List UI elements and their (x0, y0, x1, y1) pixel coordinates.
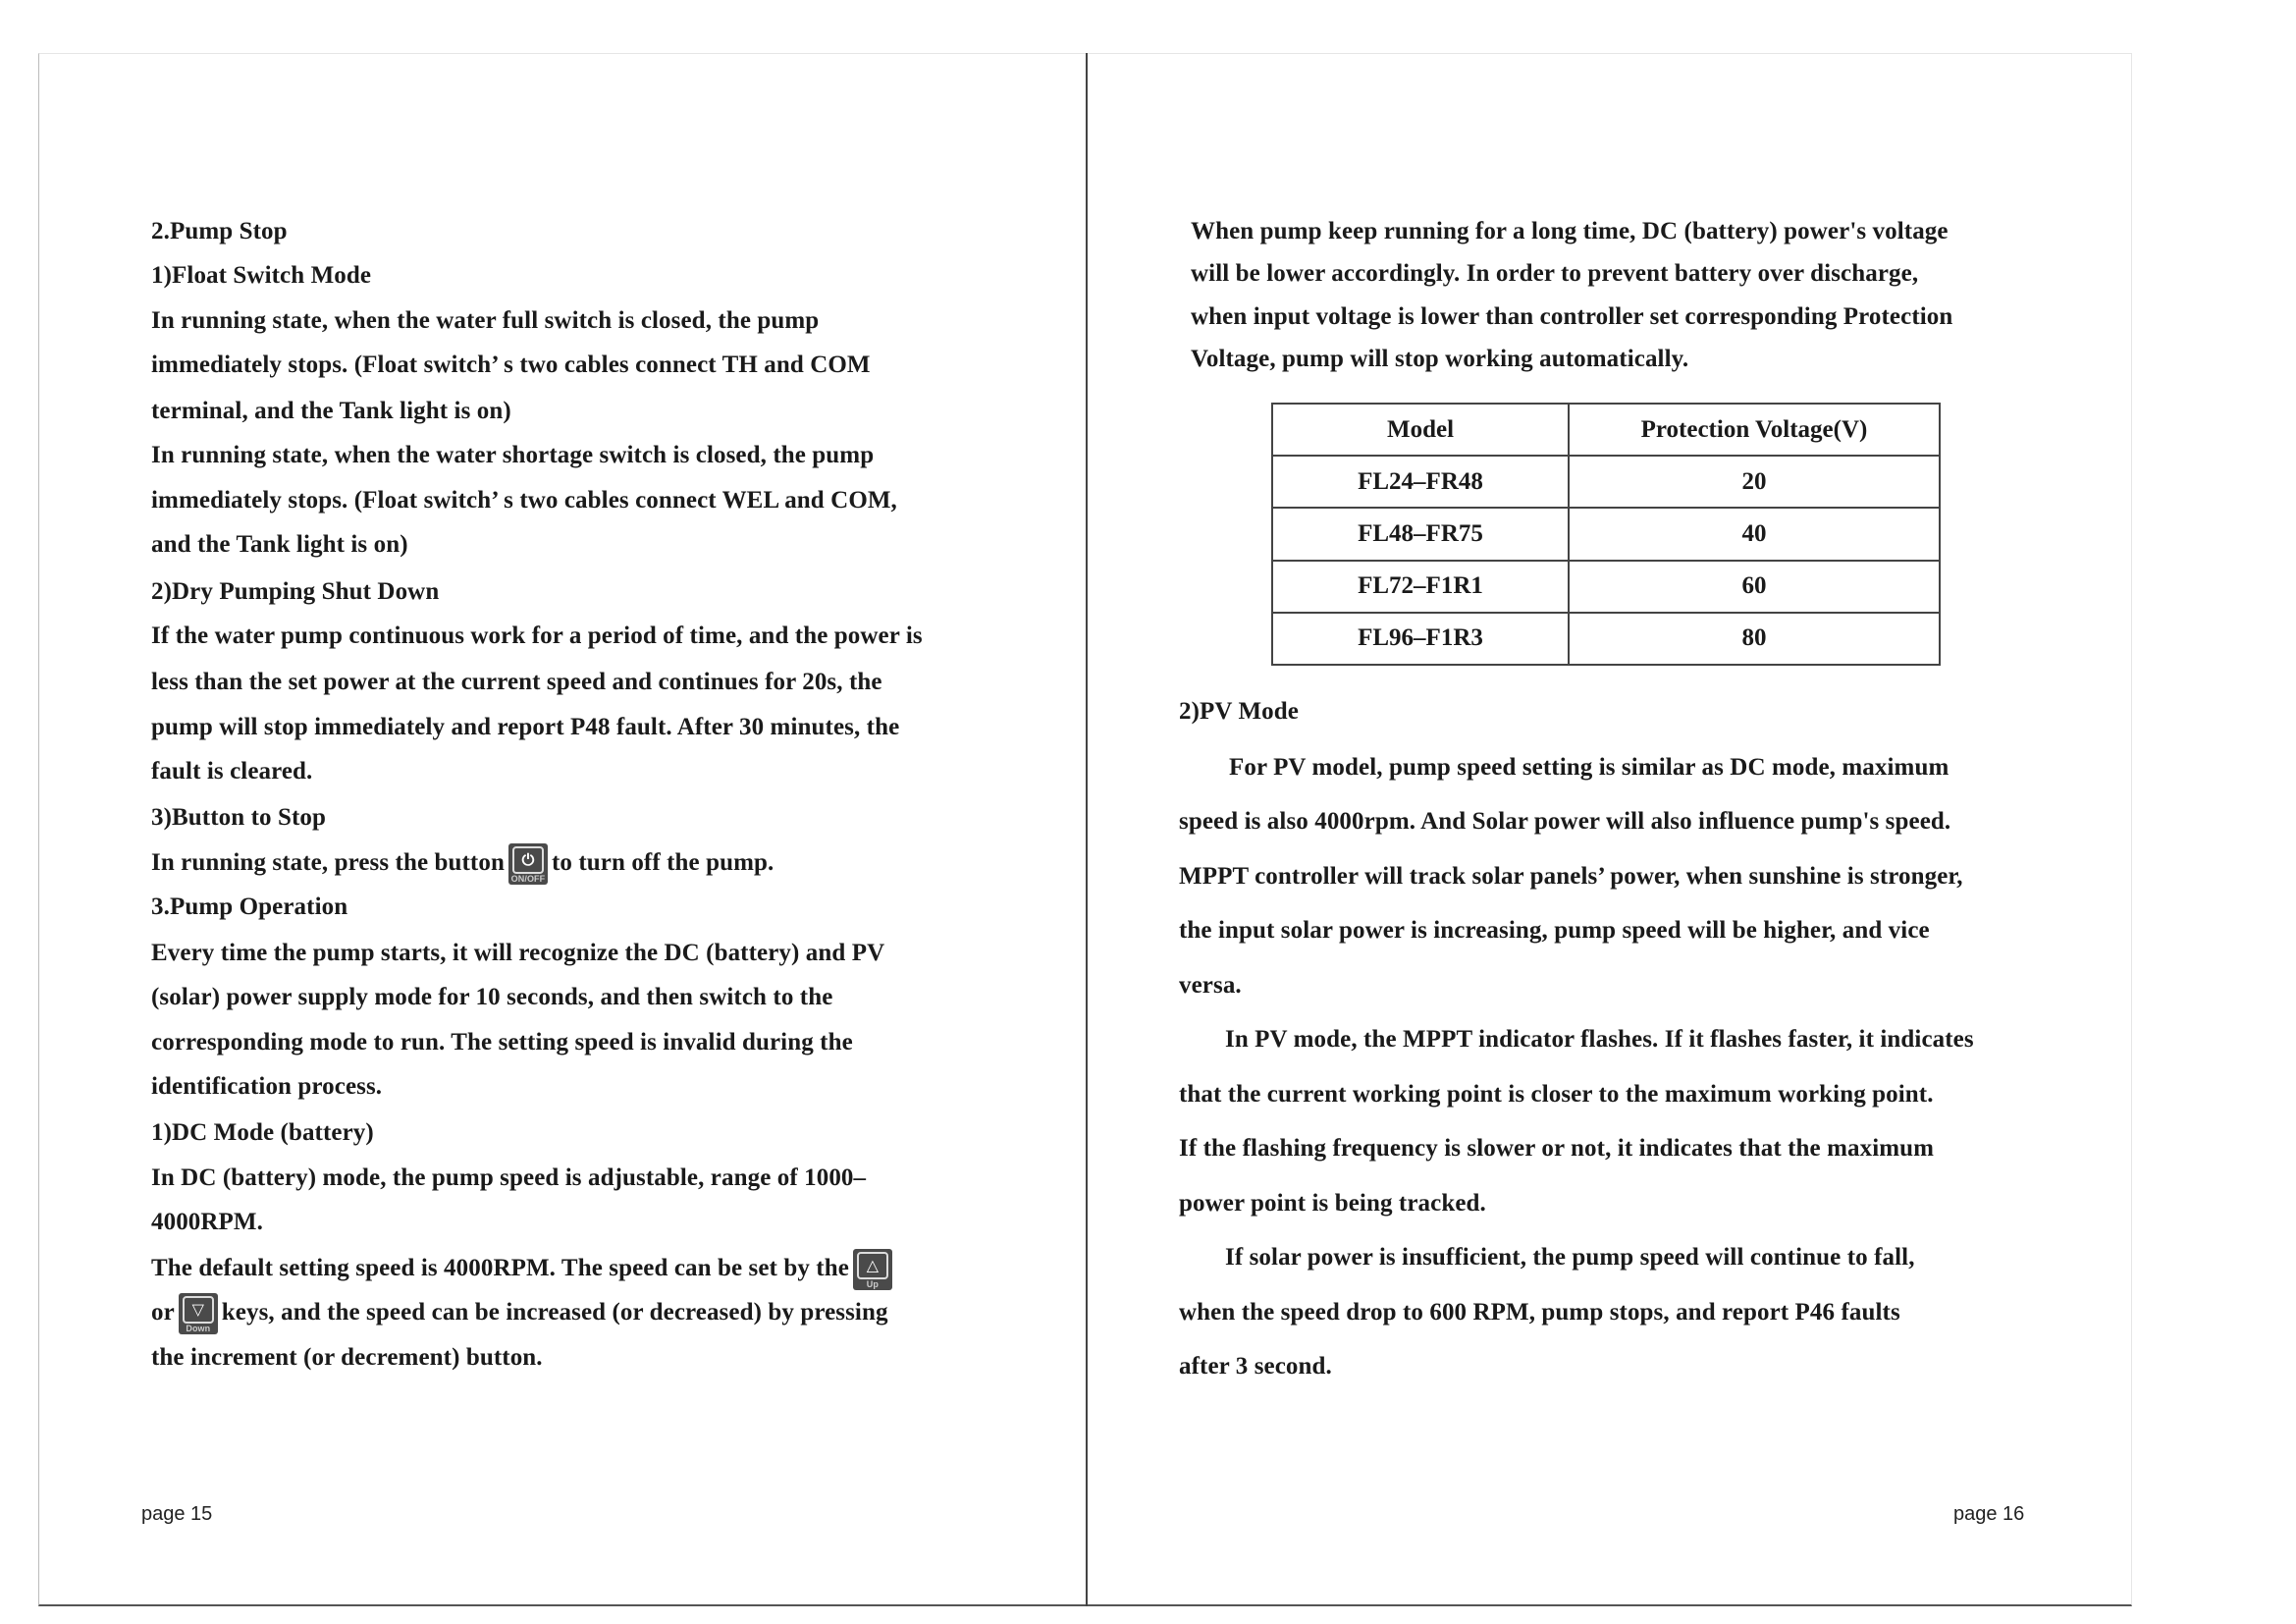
model-cell: FL96–F1R3 (1272, 613, 1569, 665)
model-cell: FL24–FR48 (1272, 456, 1569, 508)
text-line: (solar) power supply mode for 10 seconds, and then switch to the (151, 984, 833, 1010)
text-line: that the current working point is closer to the maximum working point. (1179, 1081, 1934, 1108)
text-line: Voltage, pump will stop working automatically. (1191, 346, 1689, 372)
text-line: when the speed drop to 600 RPM, pump stops, and report P46 faults (1179, 1299, 1900, 1326)
table-row (1272, 561, 1940, 613)
text-line: Every time the pump starts, it will recognize the DC (battery) and PV (151, 940, 885, 966)
text-line: when input voltage is lower than controller set corresponding Protection (1191, 303, 1953, 330)
text-line: identification process. (151, 1073, 383, 1100)
text-line: after 3 second. (1179, 1353, 1332, 1380)
up-key-image (853, 1249, 892, 1290)
text-line: For PV model, pump speed setting is similar as DC mode, maximum (1229, 754, 1949, 781)
text-line: immediately stops. (Float switch’ s two cables connect TH and COM (151, 352, 871, 378)
text: The default setting speed is 4000RPM. The speed can be set by the (151, 1255, 849, 1281)
down-key-image (179, 1293, 218, 1334)
on-off-key-image (508, 843, 548, 885)
column-header-model: Model (1272, 404, 1569, 456)
text-line: If solar power is insufficient, the pump speed will continue to fall, (1225, 1244, 1915, 1271)
subsection-heading: 2)PV Mode (1179, 698, 1299, 725)
text-line: will be lower accordingly. In order to prevent battery over discharge, (1191, 260, 1919, 287)
text-line: If the flashing frequency is slower or not, it indicates that the maximum (1179, 1135, 1935, 1162)
text-line: the input solar power is increasing, pump speed will be higher, and vice (1179, 917, 1930, 944)
text-line: In running state, when the water shortage switch is closed, the pump (151, 442, 875, 468)
section-heading: 2.Pump Stop (151, 218, 288, 244)
model-cell: FL72–F1R1 (1272, 561, 1569, 613)
text-line-with-down-key (151, 1297, 888, 1334)
subsection-heading: 2)Dry Pumping Shut Down (151, 578, 440, 605)
text-line: When pump keep running for a long time, DC (battery) power's voltage (1191, 218, 1949, 244)
text-line: In running state, when the water full switch is closed, the pump (151, 307, 820, 334)
text-line: fault is cleared. (151, 758, 313, 785)
down-triangle-icon: ▽ (183, 1296, 214, 1324)
voltage-cell: 40 (1569, 508, 1940, 560)
text-line: MPPT controller will track solar panels’ power, when sunshine is stronger, (1179, 863, 1963, 890)
text-line: terminal, and the Tank light is on) (151, 398, 511, 424)
text-line: immediately stops. (Float switch’ s two cables connect WEL and COM, (151, 487, 897, 514)
text-line: less than the set power at the current speed and continues for 20s, the (151, 669, 882, 695)
text-line: speed is also 4000rpm. And Solar power will also influence pump's speed. (1179, 808, 1951, 835)
text-line: In PV mode, the MPPT indicator flashes. If it flashes faster, it indicates (1225, 1026, 1974, 1053)
key-caption: Up (866, 1279, 879, 1290)
text-line: the increment (or decrement) button. (151, 1344, 543, 1371)
subsection-heading: 1)DC Mode (battery) (151, 1119, 374, 1146)
text-line-with-up-key (151, 1253, 896, 1290)
voltage-cell: 80 (1569, 613, 1940, 665)
text-line: In DC (battery) mode, the pump speed is adjustable, range of 1000– (151, 1164, 867, 1191)
text: keys, and the speed can be increased (or decreased) by pressing (221, 1299, 888, 1326)
text: In running state, press the button (151, 849, 505, 876)
subsection-heading: 1)Float Switch Mode (151, 262, 372, 289)
text-line: and the Tank light is on) (151, 531, 408, 558)
text-line: pump will stop immediately and report P48 fault. After 30 minutes, the (151, 714, 900, 740)
table-row (1272, 456, 1940, 508)
page-number: page 16 (1953, 1503, 2025, 1525)
text-line: versa. (1179, 972, 1242, 999)
power-icon: ⏻ (512, 846, 544, 874)
section-heading: 3.Pump Operation (151, 893, 348, 920)
text-line: power point is being tracked. (1179, 1190, 1486, 1217)
page-divider (1086, 53, 1088, 1606)
voltage-cell: 20 (1569, 456, 1940, 508)
table-row (1272, 508, 1940, 560)
text-line: 4000RPM. (151, 1209, 263, 1235)
text: to turn off the pump. (551, 849, 774, 876)
voltage-cell: 60 (1569, 561, 1940, 613)
key-caption: ON/OFF (510, 874, 546, 885)
model-cell: FL48–FR75 (1272, 508, 1569, 560)
table-header-row (1272, 404, 1940, 456)
key-caption: Down (186, 1324, 211, 1334)
text: or (151, 1299, 175, 1326)
text-line-with-button (151, 847, 774, 885)
text-line: corresponding mode to run. The setting speed is invalid during the (151, 1029, 853, 1056)
up-triangle-icon: △ (857, 1252, 888, 1279)
protection-voltage-table (1271, 403, 1941, 666)
column-header-protection-voltage: Protection Voltage(V) (1569, 404, 1940, 456)
text-line: If the water pump continuous work for a period of time, and the power is (151, 623, 923, 649)
page-number: page 15 (141, 1503, 213, 1525)
table-row (1272, 613, 1940, 665)
subsection-heading: 3)Button to Stop (151, 804, 327, 831)
